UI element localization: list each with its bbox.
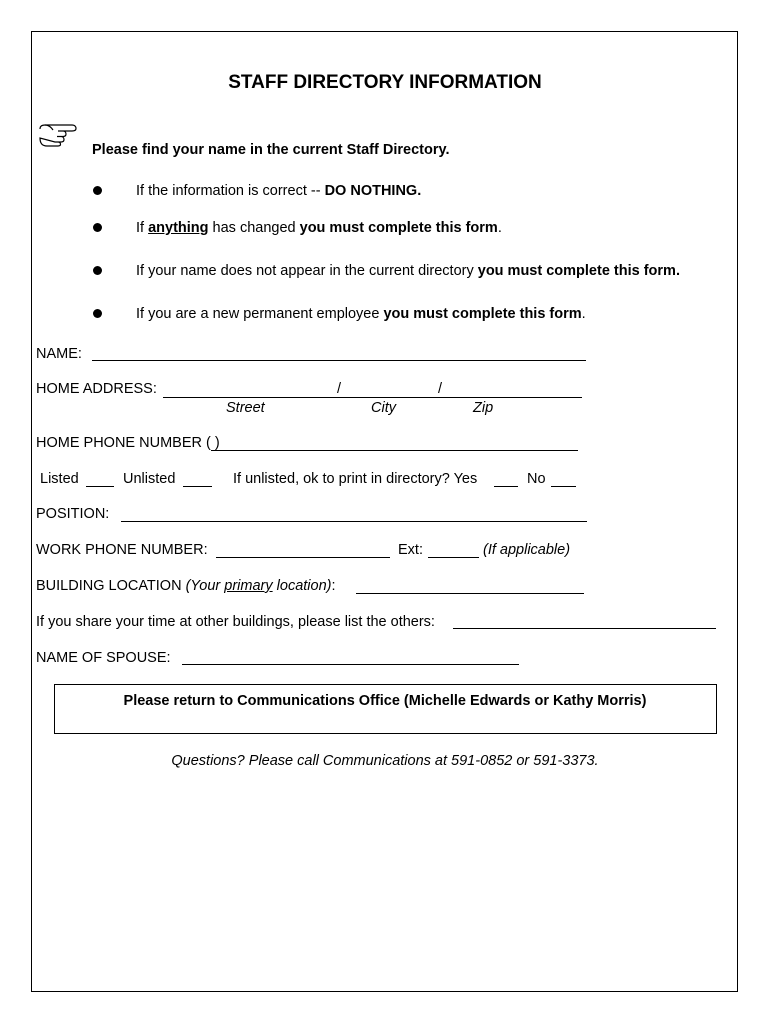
form-border (31, 31, 738, 992)
bullet-3: If your name does not appear in the current directory you must complete this form. (136, 263, 680, 279)
listed-label: Listed (40, 471, 79, 487)
spouse-label: NAME OF SPOUSE: (36, 650, 171, 666)
position-field[interactable] (121, 521, 587, 522)
home-phone-area: ( ) (206, 435, 220, 451)
bullet-2: If anything has changed you must complete this form. (136, 220, 502, 236)
intro-text: Please find your name in the current Staff Directory. (92, 142, 450, 158)
unlisted-label: Unlisted (123, 471, 176, 487)
unlisted-question: If unlisted, ok to print in directory? Yes (233, 471, 478, 487)
yes-blank[interactable] (494, 486, 518, 487)
no-blank[interactable] (551, 486, 576, 487)
name-field[interactable] (92, 360, 586, 361)
if-applicable-note: (If applicable) (483, 542, 571, 558)
home-phone-label: HOME PHONE NUMBER ( ) (36, 435, 220, 451)
share-buildings-label: If you share your time at other buildings, please list the others: (36, 614, 435, 630)
ext-field[interactable] (428, 557, 479, 558)
home-phone-field[interactable] (211, 450, 578, 451)
bullet-4: If you are a new permanent employee you must complete this form. (136, 306, 586, 322)
address-separator: / (438, 381, 443, 397)
building-location-label: BUILDING LOCATION (Your primary location): (36, 578, 336, 594)
share-buildings-field[interactable] (453, 628, 716, 629)
spouse-field[interactable] (182, 664, 519, 665)
unlisted-blank[interactable] (183, 486, 212, 487)
work-phone-label: WORK PHONE NUMBER: (36, 542, 208, 558)
position-label: POSITION: (36, 506, 110, 522)
form-title: STAFF DIRECTORY INFORMATION (228, 72, 542, 93)
return-notice: Please return to Communications Office (Michelle Edwards or Kathy Morris) (123, 693, 647, 709)
no-label: No (527, 471, 546, 487)
ext-label: Ext: (398, 542, 423, 558)
return-notice-box (54, 684, 717, 734)
home-address-label: HOME ADDRESS: (36, 381, 157, 397)
pointing-hand-icon (38, 121, 80, 147)
zip-caption: Zip (473, 400, 494, 416)
street-caption: Street (226, 400, 265, 416)
home-address-field[interactable] (163, 397, 582, 398)
bullet-1: If the information is correct -- DO NOTHING. (136, 183, 422, 199)
listed-blank[interactable] (86, 486, 114, 487)
name-label: NAME: (36, 346, 82, 362)
building-location-field[interactable] (356, 593, 584, 594)
bullet-dot (93, 309, 102, 318)
bullet-dot (93, 186, 102, 195)
address-separator: / (337, 381, 342, 397)
questions-contact: Questions? Please call Communications at 591-0852 or 591-3373. (171, 753, 599, 769)
city-caption: City (371, 400, 396, 416)
bullet-dot (93, 266, 102, 275)
bullet-dot (93, 223, 102, 232)
work-phone-field[interactable] (216, 557, 390, 558)
